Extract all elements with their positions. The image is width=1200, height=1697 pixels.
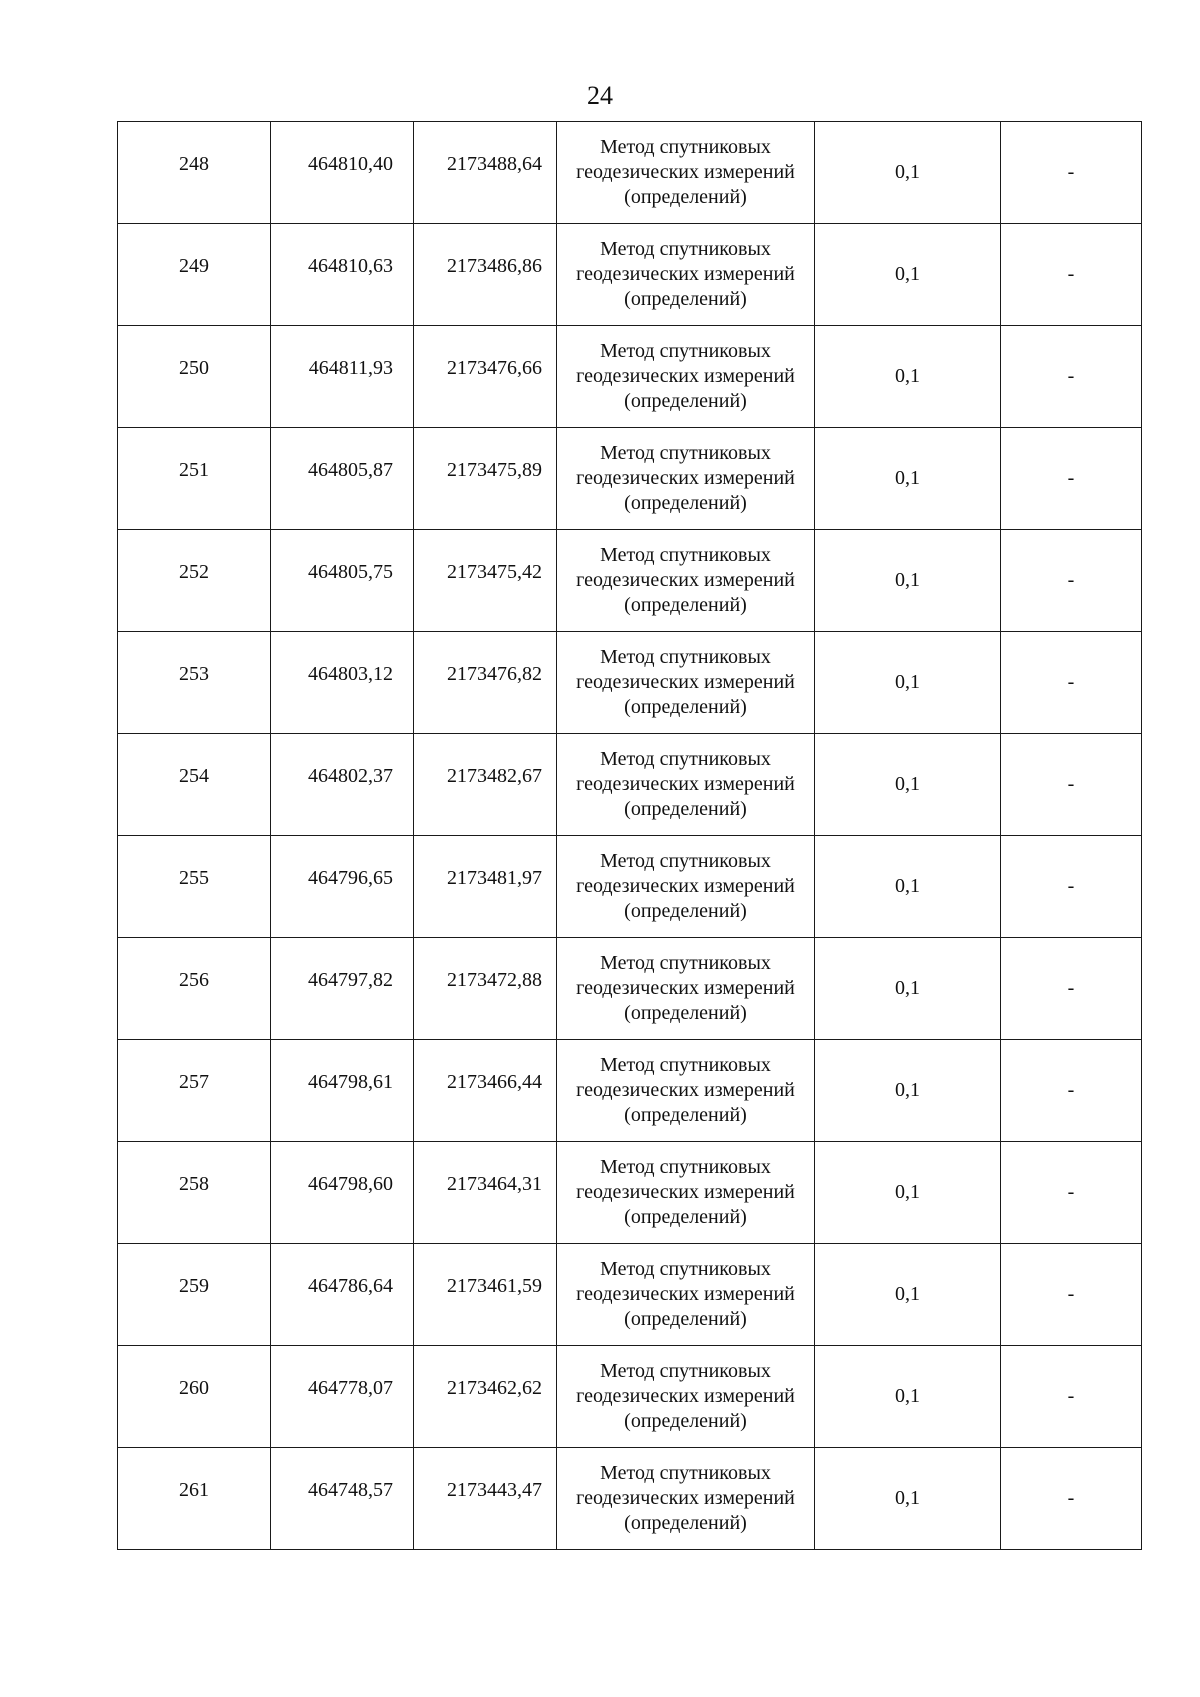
accuracy-cell [815,632,1001,734]
description-cell [1001,632,1142,734]
method-cell [557,632,815,734]
x-coordinate-cell-text: 464810,63 [308,255,393,277]
table-row [118,1244,1142,1346]
point-number-cell-text: 250 [179,357,209,379]
description-cell-text: - [1067,773,1075,795]
description-cell [1001,326,1142,428]
x-coordinate-cell-text: 464802,37 [308,765,393,787]
point-number-cell-text: 257 [179,1071,209,1093]
description-cell [1001,1244,1142,1346]
x-coordinate-cell-text: 464811,93 [308,357,393,379]
description-cell-text: - [1067,1079,1075,1101]
description-cell-text: - [1067,977,1075,999]
point-number-cell-text: 258 [179,1173,209,1195]
x-coordinate-cell [271,1448,414,1550]
point-number-cell [118,122,271,224]
accuracy-cell [815,1040,1001,1142]
x-coordinate-cell [271,734,414,836]
method-line: (определений) [624,1104,747,1126]
point-number-cell-text: 249 [179,255,209,277]
accuracy-cell [815,1448,1001,1550]
y-coordinate-cell [414,530,557,632]
y-coordinate-cell [414,326,557,428]
accuracy-cell [815,1244,1001,1346]
x-coordinate-cell-text: 464798,60 [308,1173,393,1195]
x-coordinate-cell-text: 464797,82 [308,969,393,991]
x-coordinate-cell-text: 464748,57 [308,1479,393,1501]
method-line: (определений) [624,288,747,310]
method-line: (определений) [624,1410,747,1432]
y-coordinate-cell-text: 2173481,97 [447,867,542,889]
method-line: геодезических измерений [576,1283,795,1305]
x-coordinate-cell [271,938,414,1040]
y-coordinate-cell [414,632,557,734]
y-coordinate-cell-text: 2173443,47 [447,1479,542,1501]
y-coordinate-cell [414,122,557,224]
x-coordinate-cell [271,1142,414,1244]
x-coordinate-cell [271,632,414,734]
y-coordinate-cell [414,1244,557,1346]
method-line: (определений) [624,1206,747,1228]
point-number-cell-text: 254 [179,765,209,787]
point-number-cell [118,1244,271,1346]
method-line: геодезических измерений [576,365,795,387]
y-coordinate-cell [414,734,557,836]
method-cell [557,1244,815,1346]
y-coordinate-cell [414,428,557,530]
x-coordinate-cell-text: 464803,12 [308,663,393,685]
accuracy-cell-text: 0,1 [895,1283,920,1305]
description-cell-text: - [1067,671,1075,693]
method-line: (определений) [624,1512,747,1534]
description-cell-text: - [1067,1385,1075,1407]
point-number-cell [118,836,271,938]
x-coordinate-cell [271,836,414,938]
table-row [118,326,1142,428]
x-coordinate-cell-text: 464798,61 [308,1071,393,1093]
method-cell [557,326,815,428]
accuracy-cell-text: 0,1 [895,671,920,693]
description-cell-text: - [1067,365,1075,387]
y-coordinate-cell-text: 2173482,67 [447,765,542,787]
x-coordinate-cell-text: 464810,40 [308,153,393,175]
accuracy-cell [815,224,1001,326]
method-cell [557,224,815,326]
point-number-cell [118,530,271,632]
method-line: Метод спутниковых [600,136,771,158]
method-line: геодезических измерений [576,875,795,897]
description-cell [1001,530,1142,632]
method-line: Метод спутниковых [600,1360,771,1382]
method-line: геодезических измерений [576,263,795,285]
accuracy-cell [815,326,1001,428]
method-line: Метод спутниковых [600,1462,771,1484]
x-coordinate-cell-text: 464786,64 [308,1275,393,1297]
table-row [118,530,1142,632]
method-line: геодезических измерений [576,1079,795,1101]
accuracy-cell [815,1346,1001,1448]
table-row [118,632,1142,734]
method-line: геодезических измерений [576,671,795,693]
x-coordinate-cell [271,1040,414,1142]
point-number-cell [118,1346,271,1448]
method-line: (определений) [624,594,747,616]
y-coordinate-cell-text: 2173461,59 [447,1275,542,1297]
method-line: Метод спутниковых [600,952,771,974]
accuracy-cell [815,530,1001,632]
table-row [118,428,1142,530]
y-coordinate-cell-text: 2173464,31 [447,1173,542,1195]
point-number-cell [118,734,271,836]
accuracy-cell-text: 0,1 [895,161,920,183]
method-cell [557,1142,815,1244]
table-row [118,122,1142,224]
method-line: геодезических измерений [576,1181,795,1203]
point-number-cell-text: 259 [179,1275,209,1297]
method-cell [557,1448,815,1550]
point-number-cell-text: 251 [179,459,209,481]
point-number-cell [118,938,271,1040]
description-cell-text: - [1067,1283,1075,1305]
description-cell-text: - [1067,875,1075,897]
method-line: Метод спутниковых [600,850,771,872]
accuracy-cell-text: 0,1 [895,467,920,489]
method-line: геодезических измерений [576,569,795,591]
table-row [118,734,1142,836]
x-coordinate-cell [271,122,414,224]
point-number-cell [118,1040,271,1142]
method-line: (определений) [624,798,747,820]
page-number: 24 [587,81,613,110]
x-coordinate-cell [271,1244,414,1346]
point-number-cell [118,632,271,734]
y-coordinate-cell-text: 2173462,62 [447,1377,542,1399]
accuracy-cell [815,122,1001,224]
method-line: (определений) [624,696,747,718]
y-coordinate-cell [414,836,557,938]
method-cell [557,122,815,224]
accuracy-cell-text: 0,1 [895,1079,920,1101]
x-coordinate-cell-text: 464778,07 [308,1377,393,1399]
method-cell [557,938,815,1040]
x-coordinate-cell [271,428,414,530]
method-line: Метод спутниковых [600,1156,771,1178]
point-number-cell [118,326,271,428]
x-coordinate-cell-text: 464796,65 [308,867,393,889]
accuracy-cell [815,836,1001,938]
table-row [118,836,1142,938]
point-number-cell-text: 261 [179,1479,209,1501]
method-cell [557,1346,815,1448]
accuracy-cell [815,938,1001,1040]
description-cell [1001,938,1142,1040]
method-line: (определений) [624,1002,747,1024]
method-line: Метод спутниковых [600,1054,771,1076]
description-cell [1001,836,1142,938]
y-coordinate-cell [414,1040,557,1142]
description-cell [1001,224,1142,326]
accuracy-cell-text: 0,1 [895,1181,920,1203]
method-line: геодезических измерений [576,1487,795,1509]
point-number-cell-text: 248 [179,153,209,175]
x-coordinate-cell [271,530,414,632]
x-coordinate-cell [271,224,414,326]
point-number-cell [118,224,271,326]
table-row [118,938,1142,1040]
method-line: (определений) [624,1308,747,1330]
y-coordinate-cell-text: 2173472,88 [447,969,542,991]
x-coordinate-cell-text: 464805,87 [308,459,393,481]
accuracy-cell-text: 0,1 [895,1487,920,1509]
method-cell [557,530,815,632]
method-cell [557,836,815,938]
point-number-cell-text: 256 [179,969,209,991]
table-row [118,1346,1142,1448]
accuracy-cell [815,1142,1001,1244]
y-coordinate-cell-text: 2173475,42 [447,561,542,583]
method-line: (определений) [624,492,747,514]
accuracy-cell-text: 0,1 [895,773,920,795]
method-line: (определений) [624,186,747,208]
description-cell-text: - [1067,263,1075,285]
accuracy-cell-text: 0,1 [895,263,920,285]
description-cell [1001,1040,1142,1142]
method-line: Метод спутниковых [600,442,771,464]
coordinates-table [117,121,1142,1550]
y-coordinate-cell [414,1346,557,1448]
method-line: геодезических измерений [576,773,795,795]
point-number-cell [118,1142,271,1244]
y-coordinate-cell-text: 2173476,82 [447,663,542,685]
method-line: (определений) [624,900,747,922]
description-cell [1001,428,1142,530]
point-number-cell-text: 255 [179,867,209,889]
y-coordinate-cell-text: 2173476,66 [447,357,542,379]
description-cell-text: - [1067,569,1075,591]
description-cell-text: - [1067,1181,1075,1203]
description-cell-text: - [1067,467,1075,489]
x-coordinate-cell-text: 464805,75 [308,561,393,583]
method-line: Метод спутниковых [600,544,771,566]
y-coordinate-cell [414,1448,557,1550]
x-coordinate-cell [271,1346,414,1448]
method-cell [557,428,815,530]
accuracy-cell-text: 0,1 [895,1385,920,1407]
y-coordinate-cell [414,224,557,326]
y-coordinate-cell-text: 2173486,86 [447,255,542,277]
table-row [118,1448,1142,1550]
accuracy-cell [815,428,1001,530]
table-row [118,1142,1142,1244]
method-line: геодезических измерений [576,467,795,489]
method-line: Метод спутниковых [600,646,771,668]
y-coordinate-cell-text: 2173475,89 [447,459,542,481]
x-coordinate-cell [271,326,414,428]
accuracy-cell-text: 0,1 [895,569,920,591]
y-coordinate-cell-text: 2173488,64 [447,153,542,175]
description-cell-text: - [1067,161,1075,183]
method-line: Метод спутниковых [600,340,771,362]
method-line: (определений) [624,390,747,412]
method-line: Метод спутниковых [600,748,771,770]
y-coordinate-cell [414,1142,557,1244]
table-row [118,224,1142,326]
point-number-cell-text: 252 [179,561,209,583]
description-cell [1001,734,1142,836]
accuracy-cell-text: 0,1 [895,365,920,387]
y-coordinate-cell-text: 2173466,44 [447,1071,542,1093]
point-number-cell [118,428,271,530]
method-line: геодезических измерений [576,1385,795,1407]
accuracy-cell-text: 0,1 [895,875,920,897]
method-cell [557,1040,815,1142]
description-cell-text: - [1067,1487,1075,1509]
accuracy-cell-text: 0,1 [895,977,920,999]
method-line: Метод спутниковых [600,238,771,260]
method-line: Метод спутниковых [600,1258,771,1280]
method-cell [557,734,815,836]
accuracy-cell [815,734,1001,836]
description-cell [1001,1142,1142,1244]
coordinates-table-body [118,122,1142,1550]
method-line: геодезических измерений [576,977,795,999]
description-cell [1001,1346,1142,1448]
table-row [118,1040,1142,1142]
description-cell [1001,1448,1142,1550]
point-number-cell-text: 260 [179,1377,209,1399]
method-line: геодезических измерений [576,161,795,183]
description-cell [1001,122,1142,224]
y-coordinate-cell [414,938,557,1040]
point-number-cell [118,1448,271,1550]
point-number-cell-text: 253 [179,663,209,685]
